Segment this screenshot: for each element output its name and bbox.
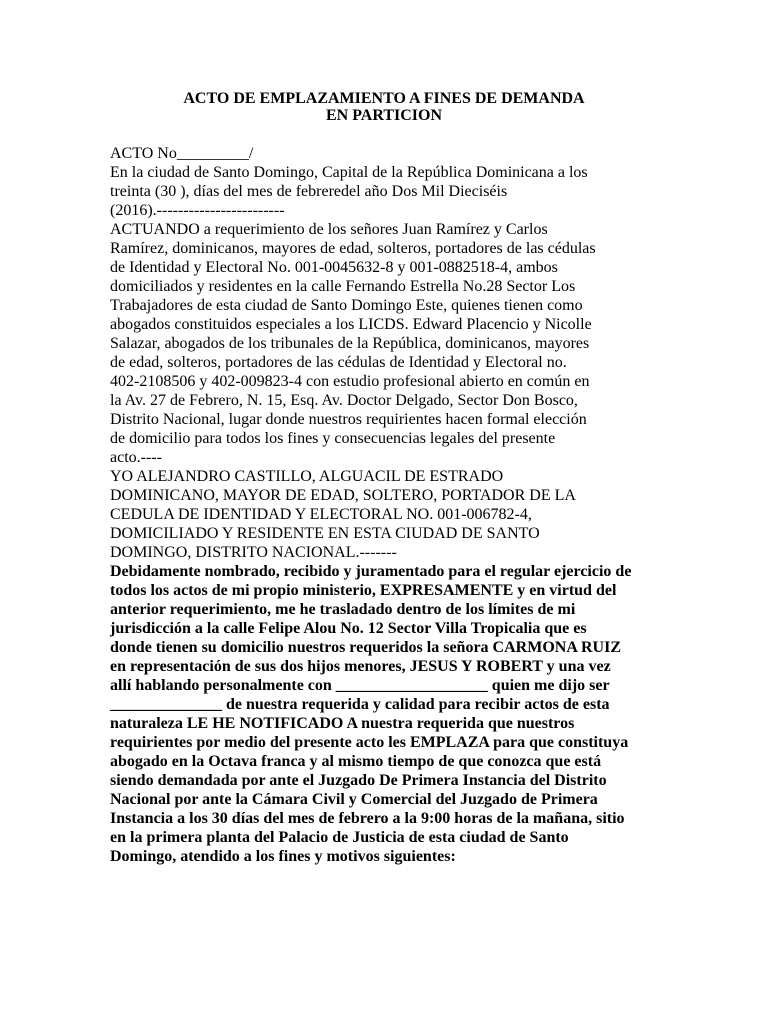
body-line: acto.---- <box>110 449 162 466</box>
body-line: Salazar, abogados de los tribunales de la República, dominicanos, mayores <box>110 335 590 352</box>
body-line: DOMICILIADO Y RESIDENTE EN ESTA CIUDAD DE SANTO <box>110 525 540 542</box>
body-line: 402-2108506 y 402-009823-4 con estudio profesional abierto en común en <box>110 373 590 390</box>
body-line: DOMINGO, DISTRITO NACIONAL.------- <box>110 544 397 561</box>
body-line: En la ciudad de Santo Domingo, Capital de la República Dominicana a los <box>110 164 588 181</box>
body-line: abogado en la Octava franca y al mismo tiempo de que conozca que está <box>110 753 602 770</box>
body-line: anterior requerimiento, me he trasladado dentro de los límites de mi <box>110 601 576 618</box>
body-line: ACTO No_________/ <box>110 145 254 162</box>
document-body <box>110 144 670 866</box>
body-line: DOMINICANO, MAYOR DE EDAD, SOLTERO, PORTADOR DE LA <box>110 487 576 504</box>
body-line: domiciliados y residentes en la calle Fernando Estrella No.28 Sector Los <box>110 278 576 295</box>
body-line: treinta (30 ), días del mes de febreredel año Dos Mil Dieciséis <box>110 183 508 200</box>
body-line: ______________ de nuestra requerida y calidad para recibir actos de esta <box>110 696 610 713</box>
body-line: jurisdicción a la calle Felipe Alou No. 12 Sector Villa Tropicalia que es <box>110 620 587 637</box>
body-line: siendo demandada por ante el Juzgado De Primera Instancia del Distrito <box>110 772 607 789</box>
body-line: Trabajadores de esta ciudad de Santo Domingo Este, quienes tienen como <box>110 297 583 314</box>
body-line: de Identidad y Electoral No. 001-0045632-8 y 001-0882518-4, ambos <box>110 259 558 276</box>
body-line: la Av. 27 de Febrero, N. 15, Esq. Av. Doctor Delgado, Sector Don Bosco, <box>110 392 578 409</box>
body-line: todos los actos de mi propio ministerio, EXPRESAMENTE y en virtud del <box>110 582 617 599</box>
body-line: donde tienen su domicilio nuestros requeridos la señora CARMONA RUIZ <box>110 639 621 656</box>
body-line: ACTUANDO a requerimiento de los señores Juan Ramírez y Carlos <box>110 221 548 238</box>
body-line: en la primera planta del Palacio de Justicia de esta ciudad de Santo <box>110 829 569 846</box>
body-line: YO ALEJANDRO CASTILLO, ALGUACIL DE ESTRADO <box>110 468 504 485</box>
body-line: naturaleza LE HE NOTIFICADO A nuestra requerida que nuestros <box>110 715 575 732</box>
body-line: Instancia a los 30 días del mes de febrero a la 9:00 horas de la mañana, sitio <box>110 810 625 827</box>
body-line: Domingo, atendido a los fines y motivos siguientes: <box>110 848 456 865</box>
body-line: abogados constituidos especiales a los LICDS. Edward Placencio y Nicolle <box>110 316 592 333</box>
body-line: Distrito Nacional, lugar donde nuestros requirientes hacen formal elección <box>110 411 587 428</box>
body-line: allí hablando personalmente con ___________________ quien me dijo ser <box>110 677 610 694</box>
body-line: (2016).------------------------ <box>110 202 285 219</box>
body-line: de edad, solteros, portadores de las cédulas de Identidad y Electoral no. <box>110 354 567 371</box>
body-line: CEDULA DE IDENTIDAD Y ELECTORAL NO. 001-006782-4, <box>110 506 532 523</box>
body-line: Nacional por ante la Cámara Civil y Comercial del Juzgado de Primera <box>110 791 598 808</box>
document-title-line-1: ACTO DE EMPLAZAMIENTO A FINES DE DEMANDA <box>183 90 585 107</box>
body-line: en representación de sus dos hijos menores, JESUS Y ROBERT y una vez <box>110 658 611 675</box>
document-title-line-2: EN PARTICION <box>325 107 443 124</box>
body-line: Ramírez, dominicanos, mayores de edad, solteros, portadores de las cédulas <box>110 240 596 257</box>
body-line: de domicilio para todos los fines y consecuencias legales del presente <box>110 430 556 447</box>
body-line: Debidamente nombrado, recibido y juramentado para el regular ejercicio de <box>110 563 632 580</box>
body-line: requirientes por medio del presente acto les EMPLAZA para que constituya <box>110 734 629 751</box>
